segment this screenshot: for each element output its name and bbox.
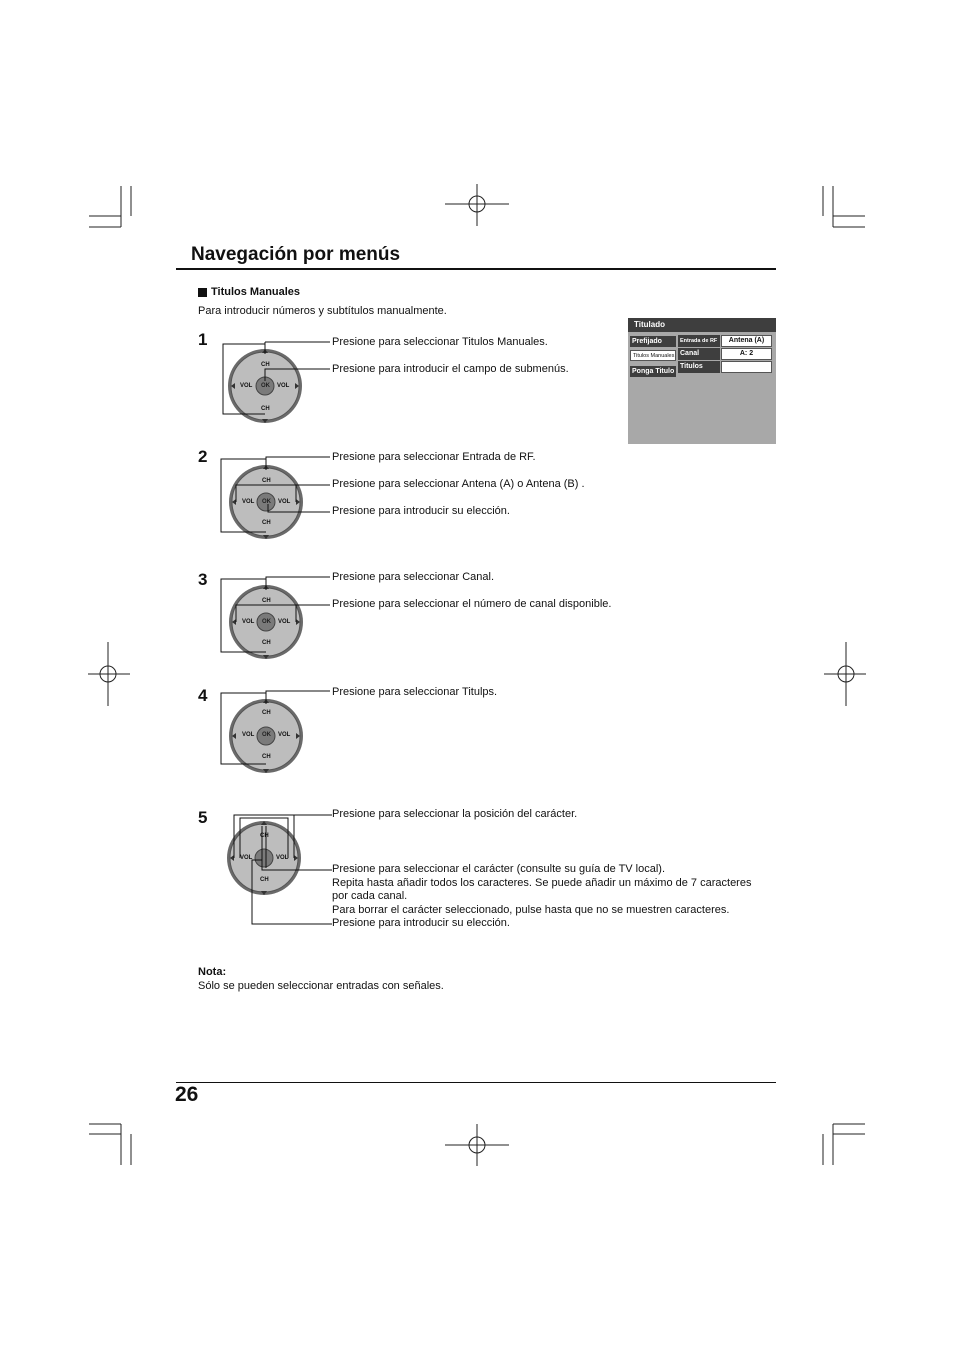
- instruction: por cada canal.: [332, 890, 408, 902]
- remote-control-pad: [226, 808, 336, 929]
- osd-field-label: Entrada de RF: [678, 335, 720, 347]
- ch-down-label: CH: [262, 520, 271, 526]
- osd-menu-item-selected: Titulos Manuales: [630, 350, 676, 361]
- instruction: Presione para introducir el campo de submenús.: [332, 363, 569, 375]
- ch-down-label: CH: [262, 754, 271, 760]
- osd-menu-item: Prefijado: [630, 336, 676, 347]
- section-intro: Para introducir números y subtítulos manualmente.: [198, 305, 447, 317]
- instruction: Presione para introducir su elección.: [332, 917, 510, 929]
- remote-control-pad: [218, 686, 338, 781]
- vol-right-label: VOL: [277, 383, 290, 389]
- ch-up-label: CH: [262, 598, 271, 604]
- instruction: Presione para seleccionar Canal.: [332, 571, 495, 583]
- step-number: 4: [198, 686, 208, 705]
- page-number: 26: [175, 1083, 199, 1106]
- ok-label: OK: [262, 732, 271, 738]
- vol-left-label: VOL: [242, 499, 255, 505]
- footer-rule: [176, 1082, 776, 1083]
- vol-right-label: VOL: [278, 732, 291, 738]
- osd-menu-screen: [628, 318, 776, 444]
- osd-title: Titulado: [628, 318, 776, 332]
- instruction: Presione para introducir su elección.: [332, 505, 510, 517]
- bullet-square-icon: [198, 288, 207, 297]
- instruction: Para borrar el carácter seleccionado, pulse hasta que no se muestren caracteres.: [332, 904, 730, 916]
- ch-down-label: CH: [261, 406, 270, 412]
- vol-left-label: VOL: [242, 732, 255, 738]
- note-text: Sólo se pueden seleccionar entradas con señales.: [198, 980, 444, 992]
- ok-label: OK: [261, 383, 270, 389]
- remote-pad-step-2: [218, 452, 338, 542]
- remote-control-pad: [218, 572, 338, 667]
- ch-down-label: CH: [262, 640, 271, 646]
- step-number: 1: [198, 330, 208, 349]
- osd-field-value: A: 2: [721, 348, 772, 360]
- remote-control-pad: [218, 452, 338, 547]
- vol-right-label: VOL: [278, 619, 291, 625]
- step-number: 2: [198, 447, 208, 466]
- step-number: 3: [198, 570, 208, 589]
- ch-up-label: CH: [262, 710, 271, 716]
- instruction: Presione para seleccionar el número de canal disponible.: [332, 598, 612, 610]
- ch-up-label: CH: [261, 362, 270, 368]
- osd-field-label: Titulos: [678, 361, 720, 373]
- instruction: Presione para seleccionar Titulos Manuales.: [332, 336, 548, 348]
- remote-pad-step-4: [218, 686, 338, 776]
- title-rule: [176, 268, 776, 270]
- ch-up-label: CH: [262, 478, 271, 484]
- instruction: Presione para seleccionar el carácter (consulte su guía de TV local).: [332, 863, 666, 875]
- instruction: Presione para seleccionar Titulps.: [332, 686, 498, 698]
- osd-field-value: [721, 361, 772, 373]
- note-heading: Nota:: [198, 966, 227, 978]
- vol-left-label: VOL: [242, 619, 255, 625]
- step-number: 5: [198, 808, 208, 827]
- ch-up-label: CH: [260, 833, 269, 839]
- ok-label: OK: [262, 499, 271, 505]
- vol-left-label: VOL: [240, 383, 253, 389]
- ok-label: OK: [262, 619, 271, 625]
- remote-pad-step-5: [226, 808, 336, 924]
- instruction: Presione para seleccionar Entrada de RF.: [332, 451, 536, 463]
- osd-field-value: Antena (A): [721, 335, 772, 347]
- remote-control-pad: [218, 336, 338, 431]
- osd-field-label: Canal: [678, 348, 720, 360]
- remote-pad-step-3: [218, 572, 338, 662]
- ch-down-label: CH: [260, 877, 269, 883]
- instruction: Presione para seleccionar Antena (A) o Antena (B) .: [332, 478, 585, 490]
- instruction: Presione para seleccionar la posición del carácter.: [332, 808, 578, 820]
- vol-left-label: VOL: [240, 855, 253, 861]
- vol-right-label: VOL: [276, 855, 289, 861]
- section-heading-text: Titulos Manuales: [211, 286, 301, 298]
- instruction: Repita hasta añadir todos los caracteres. Se puede añadir un máximo de 7 caracteres: [332, 877, 752, 889]
- remote-pad-step-1: [218, 336, 338, 426]
- vol-right-label: VOL: [278, 499, 291, 505]
- section-heading: [198, 286, 300, 298]
- page-title: Navegación por menús: [191, 244, 401, 265]
- osd-menu-item: Ponga Titulo: [632, 368, 675, 375]
